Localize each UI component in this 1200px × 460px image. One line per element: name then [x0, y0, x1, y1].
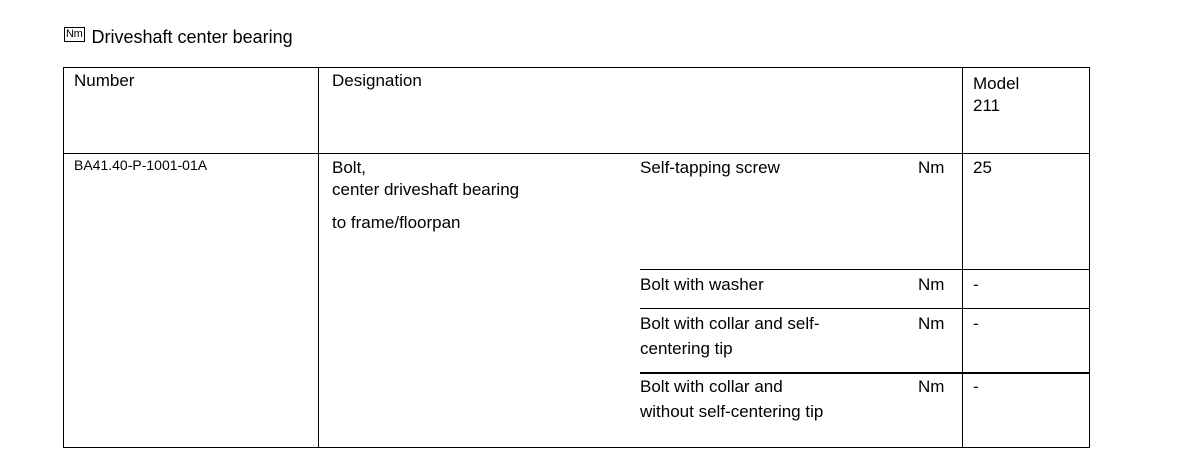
column-divider-model — [962, 67, 963, 448]
torque-value-4: - — [973, 377, 979, 396]
torque-value-2: - — [973, 275, 979, 294]
table-border-bottom — [63, 447, 1090, 448]
torque-value-3: - — [973, 314, 979, 333]
table-border-right — [1089, 67, 1090, 448]
designation-line-2: center driveshaft bearing — [332, 180, 520, 199]
fastener-type-4: Bolt with collar and — [640, 377, 783, 396]
column-divider-number — [318, 67, 319, 448]
torque-value-1: 25 — [973, 158, 992, 177]
unit-2: Nm — [918, 275, 945, 294]
header-separator — [63, 153, 1090, 154]
designation-line-1: Bolt, — [332, 158, 367, 177]
unit-3: Nm — [918, 314, 945, 333]
table-border-top — [63, 67, 1090, 68]
header-number: Number — [74, 71, 135, 90]
header-designation: Designation — [332, 71, 422, 90]
fastener-type-2: Bolt with washer — [640, 275, 764, 294]
fastener-type-3-cont: centering tip — [640, 339, 733, 358]
header-model-number: 211 — [973, 96, 1001, 115]
fastener-type-1: Self-tapping screw — [640, 158, 780, 177]
table-border-left — [63, 67, 64, 448]
fastener-type-3: Bolt with collar and self- — [640, 314, 820, 333]
fastener-type-4-cont: without self-centering tip — [640, 402, 824, 421]
designation-line-3: to frame/floorpan — [332, 213, 461, 232]
torque-nm-icon: Nm — [66, 27, 83, 40]
subrow-separator-1 — [640, 269, 1090, 270]
unit-1: Nm — [918, 158, 945, 177]
unit-4: Nm — [918, 377, 945, 396]
header-model: Model — [973, 74, 1020, 93]
part-number: BA41.40-P-1001-01A — [74, 157, 208, 173]
subrow-separator-2 — [640, 308, 1090, 309]
document-title: Driveshaft center bearing — [91, 26, 293, 47]
